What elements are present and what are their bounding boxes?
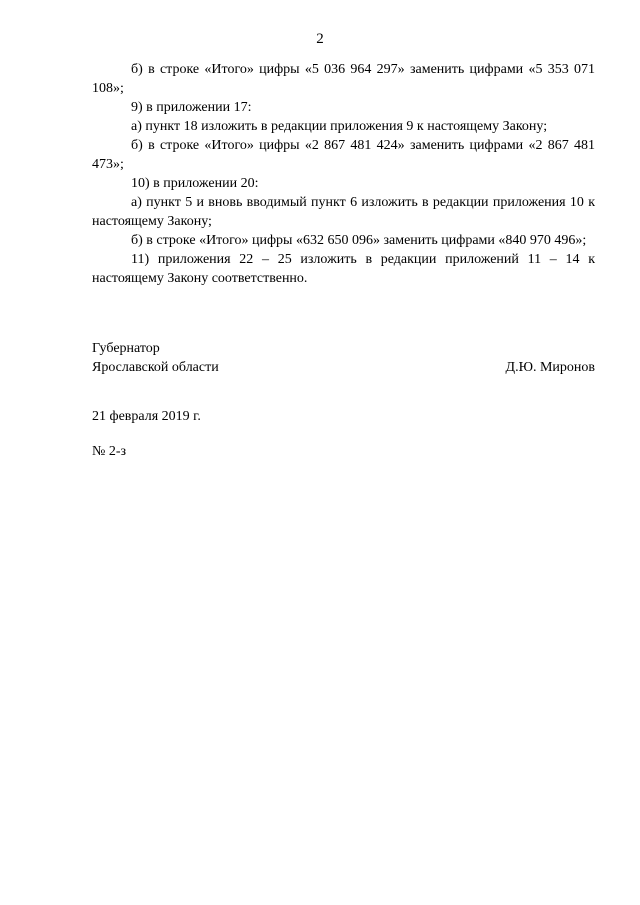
paragraph-1: б) в строке «Итого» цифры «5 036 964 297» заменить цифрами «5 353 071 108»; [92, 62, 595, 96]
paragraph-2: 9) в приложении 17: [131, 100, 252, 115]
document-body [92, 60, 595, 288]
signatory-title-line1: Губернатор [92, 341, 160, 356]
signatory-name: Д.Ю. Миронов [505, 360, 595, 375]
paragraph-4: б) в строке «Итого» цифры «2 867 481 424» заменить цифрами «2 867 481 473»; [92, 138, 595, 172]
signature-row [92, 358, 595, 377]
paragraph-8: 11) приложения 22 – 25 изложить в редакции приложений 11 – 14 к настоящему Закону соответственно. [92, 252, 595, 286]
page-number: 2 [316, 31, 324, 47]
signature-block [92, 339, 595, 377]
document-date: 21 февраля 2019 г. [92, 409, 201, 424]
paragraph-5: 10) в приложении 20: [131, 176, 259, 191]
signatory-title-line2: Ярославской области [92, 360, 219, 375]
law-number: № 2-з [92, 444, 127, 459]
paragraph-6: а) пункт 5 и вновь вводимый пункт 6 изложить в редакции приложения 10 к настоящему Закону; [92, 195, 595, 229]
paragraph-7: б) в строке «Итого» цифры «632 650 096» заменить цифрами «840 970 496»; [131, 233, 587, 248]
paragraph-3: а) пункт 18 изложить в редакции приложения 9 к настоящему Закону; [131, 119, 548, 134]
